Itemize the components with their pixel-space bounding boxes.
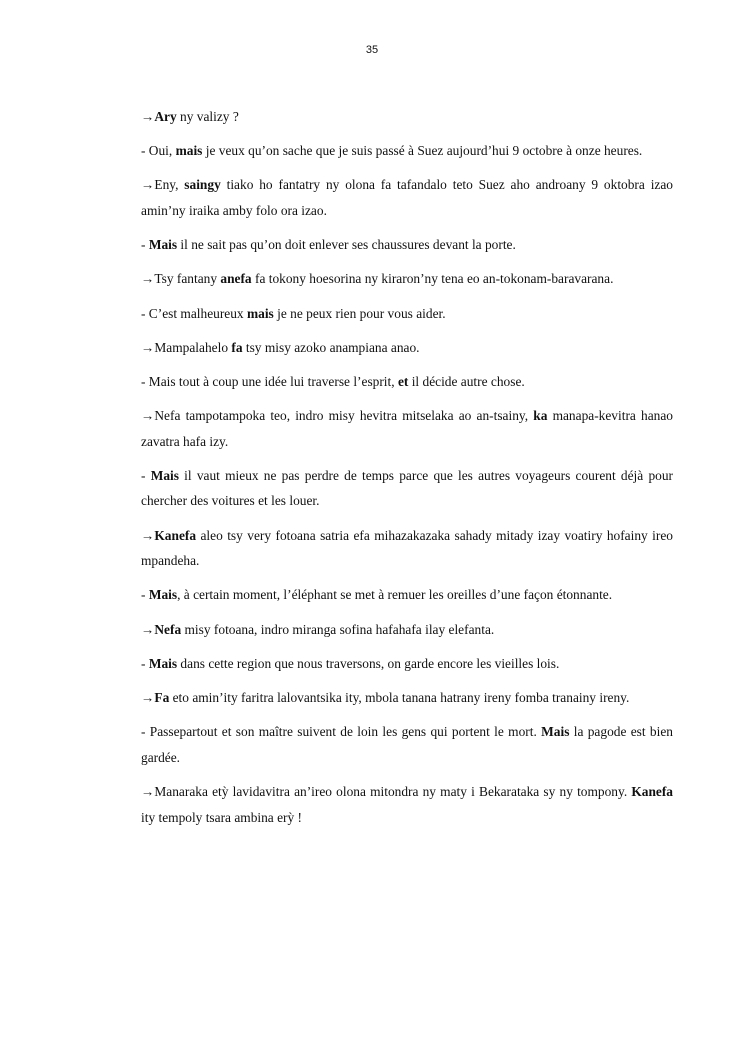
text-run: → xyxy=(141,690,155,705)
bold-conjunction: Fa xyxy=(154,690,170,705)
text-run: , à certain moment, l’éléphant se met à remuer les oreilles d’une façon étonnante. xyxy=(177,587,613,603)
text-run: tiako ho fantatry ny olona fa tafandalo teto Suez aho androany 9 oktobra izao amin’ny iraika amby folo ora izao. xyxy=(141,177,673,218)
paragraph xyxy=(141,719,673,770)
text-run: fa tokony hoesorina ny kiraron’ny tena eo an-tokonam-baravarana. xyxy=(251,271,614,287)
paragraph xyxy=(141,335,673,361)
bold-conjunction: mais xyxy=(175,143,203,159)
bold-conjunction: Mais xyxy=(148,655,178,671)
text-run: misy fotoana, indro miranga sofina hafahafa ilay elefanta. xyxy=(181,621,495,637)
bold-conjunction: ka xyxy=(533,408,548,424)
text-run: - Passepartout et son maître suivent de loin les gens qui portent le mort. xyxy=(141,724,542,740)
text-run: → xyxy=(141,527,155,543)
bold-conjunction: Nefa xyxy=(154,621,182,637)
text-run: ny valizy ? xyxy=(176,109,239,124)
text-run: - Mais tout à coup une idée lui traverse l’esprit, xyxy=(141,373,398,389)
text-run: tsy misy azoko anampiana anao. xyxy=(242,339,420,355)
bold-conjunction: mais xyxy=(246,305,274,321)
bold-conjunction: Mais xyxy=(150,467,179,483)
bold-conjunction: et xyxy=(397,373,409,389)
bold-conjunction: Mais xyxy=(541,724,570,740)
paragraph xyxy=(141,369,673,395)
text-run: il vaut mieux ne pas perdre de temps parce que les autres voyageurs courent déjà pour chercher des voitures et les louer. xyxy=(141,467,673,509)
bold-conjunction: Mais xyxy=(148,237,178,253)
paragraph xyxy=(141,779,673,830)
bold-conjunction: Kanefa xyxy=(631,783,673,799)
text-run: → xyxy=(141,621,155,637)
text-run: eto amin’ity faritra lalovantsika ity, mbola tanana hatrany ireny fomba tranainy ireny. xyxy=(169,690,630,705)
paragraph xyxy=(141,172,673,223)
text-run: - C’est malheureux xyxy=(141,305,247,321)
paragraph xyxy=(141,301,673,327)
paragraph xyxy=(141,463,673,514)
page-number: 35 xyxy=(365,44,379,56)
text-run: la pagode est bien gardée. xyxy=(141,724,673,765)
paragraph xyxy=(141,651,673,677)
paragraph xyxy=(141,523,673,574)
text-run: je veux qu’on sache que je suis passé à Suez aujourd’hui 9 octobre à onze heures. xyxy=(202,143,643,159)
document-body xyxy=(141,104,673,839)
paragraph xyxy=(141,104,673,130)
paragraph xyxy=(141,403,673,454)
text-run: - xyxy=(141,467,151,483)
text-run: - Oui, xyxy=(141,143,176,159)
text-run: aleo tsy very fotoana satria efa mihazakazaka sahady mitady izay voatiry hofainy ireo mpandeha. xyxy=(141,527,673,569)
text-run: - xyxy=(141,237,149,253)
bold-conjunction: fa xyxy=(231,339,243,355)
paragraph xyxy=(141,582,673,608)
paragraph xyxy=(141,617,673,643)
bold-conjunction: Kanefa xyxy=(154,527,197,543)
text-run: →Tsy fantany xyxy=(141,271,221,287)
text-run: dans cette region que nous traversons, on garde encore les vieilles lois. xyxy=(177,655,560,671)
bold-conjunction: saingy xyxy=(184,177,221,193)
paragraph xyxy=(141,266,673,292)
text-run: →Manaraka etỳ lavidavitra an’ireo olona mitondra ny maty i Bekarataka sy ny tompony. xyxy=(141,783,632,799)
text-run: il décide autre chose. xyxy=(408,373,525,389)
text-run: - xyxy=(141,587,149,603)
text-run: manapa-kevitra hanao zavatra hafa izy. xyxy=(141,408,673,449)
text-run: → xyxy=(141,109,155,124)
text-run: - xyxy=(141,655,149,671)
bold-conjunction: Mais xyxy=(148,587,178,603)
text-run: →Nefa tampotampoka teo, indro misy hevitra mitselaka ao an-tsainy, xyxy=(141,408,534,424)
text-run: je ne peux rien pour vous aider. xyxy=(273,305,446,321)
paragraph xyxy=(141,138,673,164)
text-run: il ne sait pas qu’on doit enlever ses chaussures devant la porte. xyxy=(177,237,516,253)
text-run: →Mampalahelo xyxy=(141,339,232,355)
paragraph xyxy=(141,232,673,258)
text-run: ity tempoly tsara ambina erỳ ! xyxy=(141,809,303,825)
paragraph xyxy=(141,685,673,711)
text-run: →Eny, xyxy=(141,177,185,193)
bold-conjunction: Ary xyxy=(154,109,177,124)
bold-conjunction: anefa xyxy=(220,271,252,287)
